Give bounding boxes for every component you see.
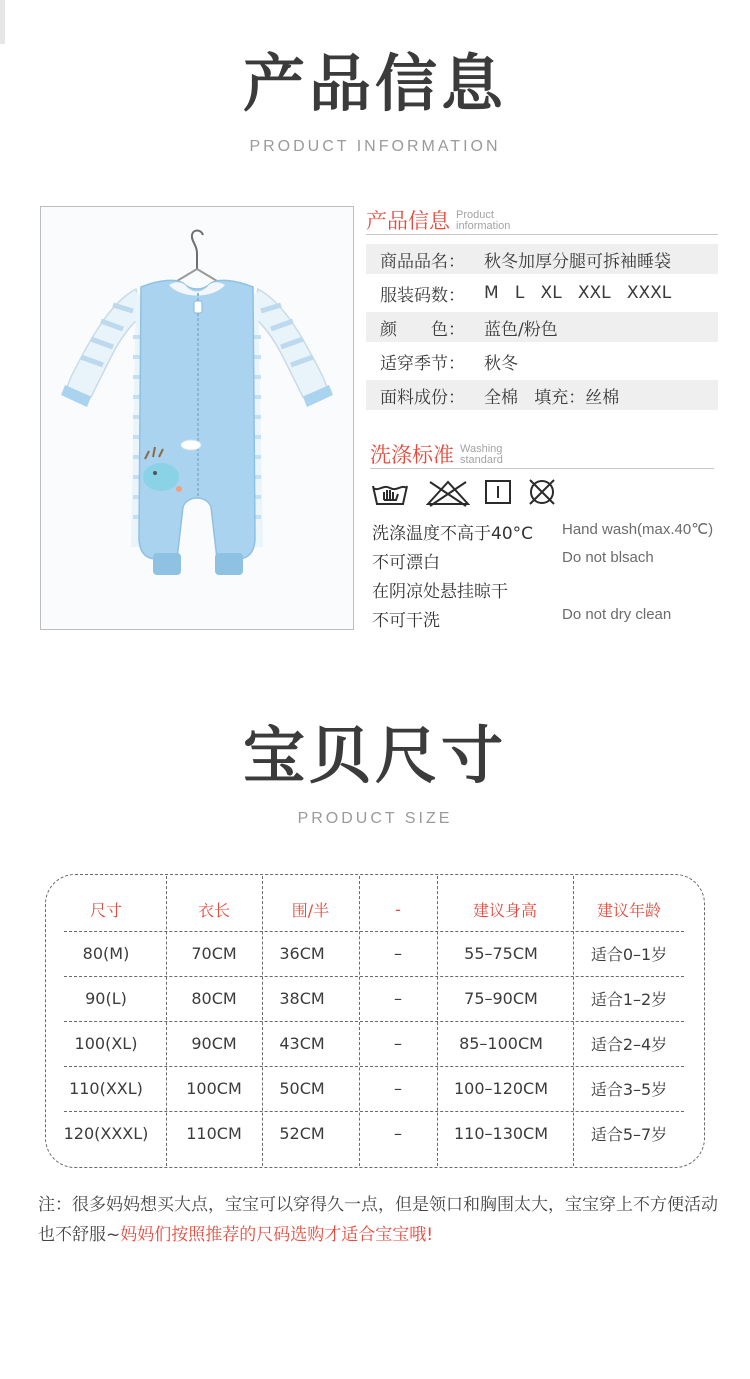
size-title: 宝贝尺寸 [242, 719, 507, 792]
product-photo [40, 206, 354, 630]
table-cell: – [394, 944, 402, 963]
info-section-title: 产品信息 [366, 209, 450, 233]
size-note [38, 1190, 718, 1250]
table-header-height: 建议身高 [472, 901, 537, 920]
info-section-en [456, 210, 510, 232]
info-value: 蓝色/粉色 [484, 319, 558, 340]
info-row-color [366, 312, 718, 342]
info-value: M L XL XXL XXXL [484, 283, 672, 303]
info-section-en-1: Product [456, 209, 494, 221]
table-cell: – [394, 989, 402, 1008]
table-cell: 85–100CM [459, 1034, 543, 1053]
table-cell: 110(XXL) [69, 1079, 143, 1098]
wash-line-2-en: Do not blsach [562, 549, 654, 566]
info-subtitle: PRODUCT INFORMATION [249, 138, 501, 155]
table-cell: 100(XL) [74, 1034, 138, 1053]
info-section-header [366, 202, 718, 235]
table-cell: – [394, 1124, 402, 1143]
info-row-size [366, 278, 718, 308]
info-value: 秋冬加厚分腿可拆袖睡袋 [484, 251, 671, 272]
wash-line-3-cn: 在阴凉处悬挂晾干 [372, 582, 508, 602]
table-cell: 110CM [186, 1124, 242, 1143]
table-cell: 75–90CM [464, 989, 538, 1008]
note-highlight: 妈妈们按照推荐的尺码选购才适合宝宝哦! [120, 1225, 434, 1245]
table-header-chest: 围/半 [291, 901, 330, 920]
table-cell: 100CM [186, 1079, 242, 1098]
wash-line-1-cn: 洗涤温度不高于40°C [372, 524, 534, 544]
table-header-age: 建议年龄 [596, 901, 661, 920]
table-cell: 50CM [279, 1079, 325, 1098]
wash-line-4-cn: 不可干洗 [372, 611, 440, 631]
table-cell: 110–130CM [453, 1124, 549, 1143]
info-row-fabric [366, 380, 718, 410]
info-label: 适穿季节： [380, 353, 465, 374]
info-row-name [366, 244, 718, 274]
info-section-en-2: information [456, 220, 511, 232]
info-label: 颜 色： [380, 319, 465, 340]
table-cell: 100–120CM [453, 1079, 549, 1098]
wash-section-title: 洗涤标准 [370, 443, 454, 467]
size-subtitle: PRODUCT SIZE [297, 810, 453, 827]
table-cell: 36CM [279, 944, 325, 963]
wash-section-en [460, 444, 503, 466]
table-cell: 70CM [191, 944, 237, 963]
table-cell: 55–75CM [464, 944, 538, 963]
table-header-length: 衣长 [197, 901, 230, 920]
wash-section-en-1: Washing [460, 443, 503, 455]
table-cell: 80CM [191, 989, 237, 1008]
wash-line-1-en: Hand wash(max.40℃) [562, 521, 714, 538]
table-header-dash: - [395, 900, 401, 919]
top-left-mark [0, 0, 5, 44]
info-value: 全棉 填充：丝棉 [484, 387, 620, 408]
info-label: 服装码数： [380, 285, 465, 306]
table-header-size: 尺寸 [89, 901, 122, 920]
wash-line-2-cn: 不可漂白 [372, 553, 440, 573]
table-cell: 适合3–5岁 [590, 1080, 668, 1099]
table-cell: 适合1–2岁 [590, 990, 668, 1009]
info-row-season [366, 346, 718, 376]
table-cell: 适合0–1岁 [590, 945, 668, 964]
wash-icons-svg [370, 476, 570, 508]
wash-line-4-en: Do not dry clean [562, 606, 672, 623]
sleep-sack-illustration [41, 207, 353, 629]
table-cell: 适合2–4岁 [590, 1035, 668, 1054]
no-dry-clean-icon [530, 480, 554, 504]
info-label: 商品品名： [380, 251, 465, 272]
table-cell: 38CM [279, 989, 325, 1008]
info-value: 秋冬 [484, 353, 518, 374]
wash-section-header [370, 438, 714, 469]
table-cell: 43CM [279, 1034, 325, 1053]
table-cell: – [394, 1079, 402, 1098]
wash-icons [370, 476, 570, 508]
table-cell: – [394, 1034, 402, 1053]
table-cell: 90CM [191, 1034, 237, 1053]
info-label: 面料成份： [380, 387, 465, 408]
table-cell: 适合5–7岁 [590, 1125, 668, 1144]
hand-wash-icon [373, 486, 407, 504]
table-cell: 120(XXXL) [63, 1124, 149, 1143]
wash-section-en-2: standard [460, 454, 503, 466]
no-bleach-icon [428, 482, 468, 506]
table-cell: 90(L) [85, 989, 127, 1008]
info-title: 产品信息 [242, 47, 507, 120]
table-cell: 52CM [279, 1124, 325, 1143]
line-dry-icon [486, 481, 510, 503]
table-cell: 80(M) [82, 944, 130, 963]
note-text: 注：很多妈妈想买大点，宝宝可以穿得久一点，但是领口和胸围太大，宝宝穿上不方便活动也不舒服~ [38, 1195, 718, 1245]
